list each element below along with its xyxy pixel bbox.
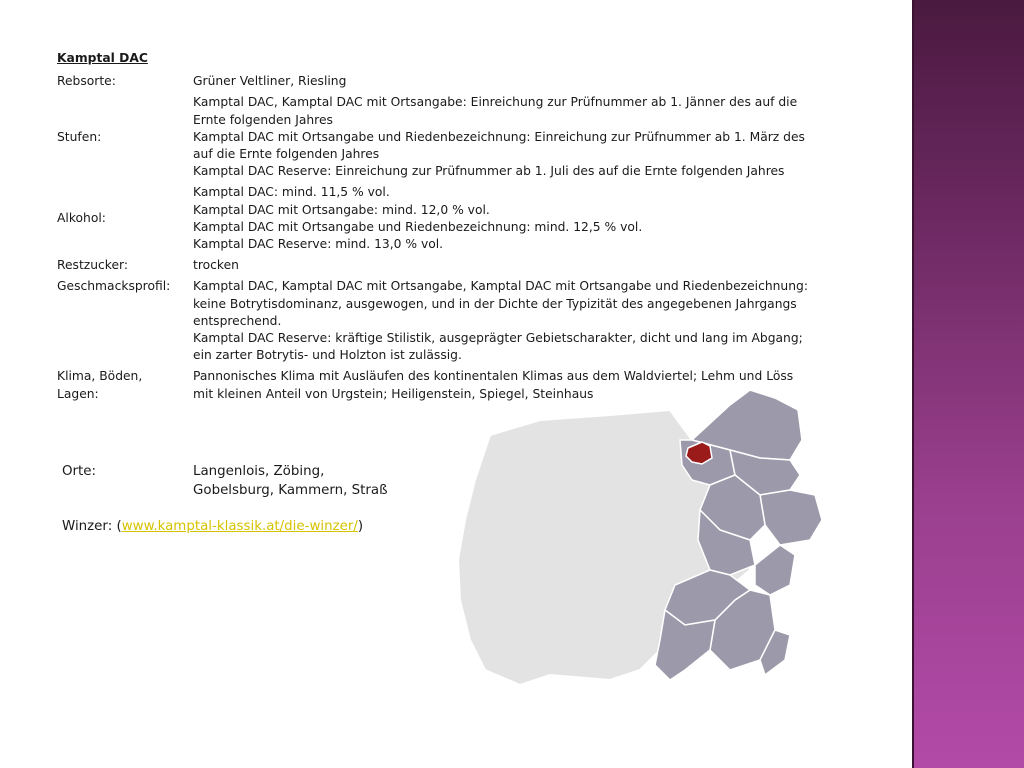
value-line: trocken bbox=[193, 258, 239, 273]
value-line: Kamptal DAC Reserve: Einreichung zur Prüfnummer ab 1. Juli des auf die Ernte folgenden Jahres bbox=[193, 164, 785, 179]
row-value bbox=[193, 94, 857, 180]
value-line: Kamptal DAC, Kamptal DAC mit Ortsangabe, Kamptal DAC mit Ortsangabe und Riedenbezeichnung: bbox=[193, 279, 808, 294]
winzer-section bbox=[62, 519, 363, 534]
austria-map bbox=[430, 380, 850, 720]
value-line: Ernte folgenden Jahres bbox=[193, 112, 333, 127]
value-line: Grüner Veltliner, Riesling bbox=[193, 74, 347, 89]
row-value bbox=[193, 73, 857, 90]
row-klima bbox=[57, 368, 857, 402]
row-rebsorte bbox=[57, 73, 857, 90]
value-line: Kamptal DAC Reserve: mind. 13,0 % vol. bbox=[193, 237, 444, 252]
decorative-sidebar bbox=[912, 0, 1024, 768]
label-line: Lagen: bbox=[57, 386, 99, 401]
orte-section bbox=[62, 462, 388, 500]
row-label: Rebsorte: bbox=[57, 74, 116, 89]
orte-value bbox=[193, 462, 388, 500]
value-line: Kamptal DAC: mind. 11,5 % vol. bbox=[193, 185, 390, 200]
winzer-prefix: Winzer: ( bbox=[62, 519, 122, 534]
label-line: Klima, Böden, bbox=[57, 369, 143, 384]
winzer-link[interactable]: www.kamptal-klassik.at/die-winzer/ bbox=[121, 519, 358, 534]
row-stufen bbox=[57, 94, 857, 180]
row-value bbox=[193, 278, 857, 364]
value-line: Kamptal DAC Reserve: kräftige Stilistik, ausgeprägter Gebietscharakter, dicht und lang im Abgang; bbox=[193, 331, 803, 346]
row-geschmacksprofil bbox=[57, 278, 857, 364]
orte-line: Langenlois, Zöbing, bbox=[193, 464, 325, 479]
row-alkohol bbox=[57, 184, 857, 253]
row-value bbox=[193, 368, 857, 402]
row-label: Restzucker: bbox=[57, 258, 129, 273]
value-line: Kamptal DAC mit Ortsangabe: mind. 12,0 % vol. bbox=[193, 202, 490, 217]
row-label: Stufen: bbox=[57, 129, 102, 144]
row-restzucker bbox=[57, 257, 857, 274]
row-value bbox=[193, 184, 857, 253]
value-line: mit kleinen Anteil von Urgstein; Heiligenstein, Spiegel, Steinhaus bbox=[193, 386, 594, 401]
winzer-suffix: ) bbox=[357, 519, 364, 534]
wine-info-table bbox=[57, 50, 857, 407]
value-line: Pannonisches Klima mit Ausläufen des kontinentalen Klimas aus dem Waldviertel; Lehm und Löss bbox=[193, 369, 794, 384]
value-line: auf die Ernte folgenden Jahres bbox=[193, 147, 380, 162]
orte-label: Orte: bbox=[62, 464, 97, 479]
value-line: Kamptal DAC mit Ortsangabe und Riedenbezeichnung: mind. 12,5 % vol. bbox=[193, 219, 643, 234]
value-line: Kamptal DAC, Kamptal DAC mit Ortsangabe: Einreichung zur Prüfnummer ab 1. Jänner des auf die bbox=[193, 95, 798, 110]
row-label bbox=[57, 368, 193, 402]
row-value bbox=[193, 257, 857, 274]
row-label: Geschmacksprofil: bbox=[57, 279, 171, 294]
page-title: Kamptal DAC bbox=[57, 51, 148, 65]
value-line: ein zarter Botrytis- und Holzton ist zulässig. bbox=[193, 348, 462, 363]
value-line: Kamptal DAC mit Ortsangabe und Riedenbezeichnung: Einreichung zur Prüfnummer ab 1. März des bbox=[193, 129, 805, 144]
value-line: entsprechend. bbox=[193, 313, 282, 328]
value-line: keine Botrytisdominanz, ausgewogen, und in der Dichte der Typizität des angegebenen Jahrgangs bbox=[193, 296, 797, 311]
orte-line: Gobelsburg, Kammern, Straß bbox=[193, 483, 388, 498]
row-label: Alkohol: bbox=[57, 211, 106, 226]
